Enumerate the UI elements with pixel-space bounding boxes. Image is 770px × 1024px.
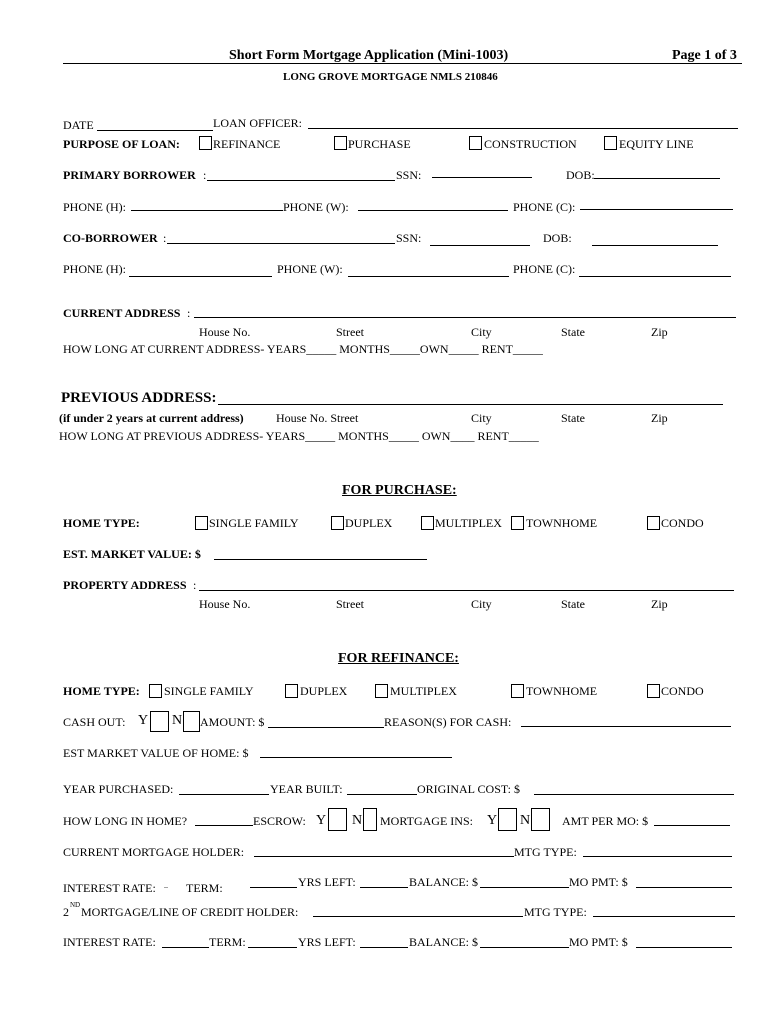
previous-how-long[interactable]: HOW LONG AT PREVIOUS ADDRESS- YEARS_____ MONTHS_____ OWN____ RENT_____: [59, 429, 539, 443]
mi-y-label: Y: [487, 813, 498, 828]
original-cost-field[interactable]: [534, 794, 734, 795]
previous-address-field[interactable]: [218, 404, 723, 405]
second-mortgage-number: 2: [63, 905, 69, 919]
header-rule: [63, 63, 742, 64]
phone-work-label: PHONE (W):: [283, 200, 349, 214]
construction-option: CONSTRUCTION: [484, 137, 577, 151]
page-number: Page 1 of 3: [672, 48, 737, 63]
previous-address-note: (if under 2 years at current address): [59, 411, 244, 425]
balance-field[interactable]: [480, 887, 569, 888]
yrs-left-label: YRS LEFT:: [298, 875, 356, 889]
co-borrower-colon: :: [163, 231, 167, 245]
property-address-field[interactable]: [199, 590, 734, 591]
property-house-no-caption: House No.: [199, 597, 251, 611]
equity-line-checkbox[interactable]: [604, 136, 617, 150]
year-purchased-field[interactable]: [179, 794, 269, 795]
purchase-townhome-checkbox[interactable]: [511, 516, 524, 530]
interest-rate-marker: ..: [164, 881, 168, 890]
co-borrower-label: CO-BORROWER: [63, 231, 158, 245]
co-borrower-field[interactable]: [167, 243, 395, 244]
co-phone-home-field[interactable]: [129, 276, 272, 277]
phone-home-label: PHONE (H):: [63, 200, 126, 214]
escrow-y-label: Y: [316, 813, 327, 828]
current-holder-field[interactable]: [254, 856, 514, 857]
how-long-home-field[interactable]: [195, 825, 253, 826]
cash-out-n-label: N: [172, 713, 183, 728]
purchase-option: PURCHASE: [348, 137, 411, 151]
previous-zip-caption: Zip: [651, 411, 668, 425]
cash-out-y-checkbox[interactable]: [150, 711, 169, 732]
purchase-checkbox[interactable]: [334, 136, 347, 150]
ssn-label: SSN:: [396, 168, 422, 182]
amt-per-mo-label: AMT PER MO: $: [562, 814, 649, 828]
amount-label: AMOUNT: $: [200, 715, 265, 729]
mo-pmt-field[interactable]: [636, 887, 732, 888]
refi-townhome: TOWNHOME: [526, 684, 598, 698]
refi-duplex: DUPLEX: [300, 684, 348, 698]
purchase-single-family-checkbox[interactable]: [195, 516, 208, 530]
purchase-condo-checkbox[interactable]: [647, 516, 660, 530]
yrs-left-field[interactable]: [360, 887, 408, 888]
mo-pmt2-field[interactable]: [636, 947, 732, 948]
second-mortgage-suffix: ND: [70, 901, 81, 909]
refi-condo: CONDO: [661, 684, 704, 698]
dob-label: DOB:: [566, 168, 595, 182]
purchase-duplex-checkbox[interactable]: [331, 516, 344, 530]
balance2-field[interactable]: [480, 947, 569, 948]
co-phone-home-label: PHONE (H):: [63, 262, 126, 276]
refi-townhome-checkbox[interactable]: [511, 684, 524, 698]
property-address-label: PROPERTY ADDRESS: [63, 578, 187, 592]
reasons-field[interactable]: [521, 726, 731, 727]
est-market-value-field[interactable]: [214, 559, 427, 560]
co-phone-work-field[interactable]: [348, 276, 509, 277]
mtg-type2-label: MTG TYPE:: [524, 905, 587, 919]
refi-single-family: SINGLE FAMILY: [164, 684, 254, 698]
term-label: TERM:: [186, 881, 223, 895]
interest-rate2-label: INTEREST RATE:: [63, 935, 156, 949]
current-house-no-caption: House No.: [199, 325, 251, 339]
original-cost-label: ORIGINAL COST: $: [417, 782, 520, 796]
phone-work-field[interactable]: [358, 210, 508, 211]
escrow-n-label: N: [352, 813, 363, 828]
purpose-label: PURPOSE OF LOAN:: [63, 137, 180, 151]
purchase-heading: FOR PURCHASE:: [342, 483, 457, 498]
balance2-label: BALANCE: $: [409, 935, 478, 949]
ssn-field[interactable]: [432, 177, 532, 178]
refinance-option: REFINANCE: [213, 137, 281, 151]
refi-multiplex-checkbox[interactable]: [375, 684, 388, 698]
mtg-type-field[interactable]: [583, 856, 732, 857]
second-holder-field[interactable]: [313, 916, 523, 917]
mortgage-ins-label: MORTGAGE INS:: [380, 814, 473, 828]
refi-duplex-checkbox[interactable]: [285, 684, 298, 698]
term2-label: TERM:: [209, 935, 246, 949]
mtg-type-label: MTG TYPE:: [514, 845, 577, 859]
current-address-field[interactable]: [194, 317, 736, 318]
equity-line-option: EQUITY LINE: [619, 137, 694, 151]
purchase-single-family: SINGLE FAMILY: [209, 516, 299, 530]
refi-home-type-label: HOME TYPE:: [63, 684, 140, 698]
purchase-multiplex-checkbox[interactable]: [421, 516, 434, 530]
property-street-caption: Street: [336, 597, 364, 611]
construction-checkbox[interactable]: [469, 136, 482, 150]
year-purchased-label: YEAR PURCHASED:: [63, 782, 174, 796]
co-dob-field[interactable]: [592, 245, 718, 246]
primary-borrower-colon: :: [203, 168, 207, 182]
phone-cell-label: PHONE (C):: [513, 200, 576, 214]
primary-borrower-field[interactable]: [207, 180, 395, 181]
est-market-value-label: EST. MARKET VALUE: $: [63, 547, 201, 561]
second-holder-label: MORTGAGE/LINE OF CREDIT HOLDER:: [81, 905, 299, 919]
est-market-home-label: EST MARKET VALUE OF HOME: $: [63, 746, 249, 760]
date-field[interactable]: [97, 130, 213, 131]
escrow-y-checkbox[interactable]: [328, 808, 347, 831]
purchase-townhome: TOWNHOME: [526, 516, 598, 530]
property-state-caption: State: [561, 597, 585, 611]
dob-field[interactable]: [594, 178, 720, 179]
current-state-caption: State: [561, 325, 585, 339]
current-street-caption: Street: [336, 325, 364, 339]
refi-condo-checkbox[interactable]: [647, 684, 660, 698]
mi-y-checkbox[interactable]: [498, 808, 517, 831]
mi-n-checkbox[interactable]: [531, 808, 550, 831]
term-field[interactable]: [250, 887, 297, 888]
interest-rate2-field[interactable]: [162, 947, 209, 948]
refinance-heading: FOR REFINANCE:: [338, 651, 459, 666]
how-long-home-label: HOW LONG IN HOME?: [63, 814, 188, 828]
loan-officer-field[interactable]: [308, 128, 738, 129]
company-line: LONG GROVE MORTGAGE NMLS 210846: [283, 71, 498, 83]
purchase-duplex: DUPLEX: [345, 516, 393, 530]
escrow-label: ESCROW:: [253, 814, 306, 828]
mo-pmt-label: MO PMT: $: [569, 875, 628, 889]
mtg-type2-field[interactable]: [593, 916, 735, 917]
est-market-home-field[interactable]: [260, 757, 452, 758]
purchase-multiplex: MULTIPLEX: [435, 516, 502, 530]
mi-n-label: N: [520, 813, 531, 828]
previous-city-caption: City: [471, 411, 492, 425]
current-zip-caption: Zip: [651, 325, 668, 339]
previous-house-street-caption: House No. Street: [276, 411, 359, 425]
refi-single-family-checkbox[interactable]: [149, 684, 162, 698]
cash-out-y-label: Y: [138, 713, 149, 728]
current-how-long[interactable]: HOW LONG AT CURRENT ADDRESS- YEARS_____ MONTHS_____OWN_____ RENT_____: [63, 342, 543, 356]
property-zip-caption: Zip: [651, 597, 668, 611]
previous-address-label: PREVIOUS ADDRESS:: [61, 390, 217, 406]
cash-out-n-checkbox[interactable]: [183, 711, 200, 732]
primary-borrower-label: PRIMARY BORROWER: [63, 168, 196, 182]
property-address-colon: :: [193, 578, 197, 592]
co-phone-cell-field[interactable]: [579, 276, 731, 277]
mo-pmt2-label: MO PMT: $: [569, 935, 628, 949]
year-built-label: YEAR BUILT:: [270, 782, 343, 796]
refi-multiplex: MULTIPLEX: [390, 684, 457, 698]
yrs-left2-field[interactable]: [360, 947, 408, 948]
phone-home-field[interactable]: [131, 210, 283, 211]
current-city-caption: City: [471, 325, 492, 339]
previous-state-caption: State: [561, 411, 585, 425]
current-holder-label: CURRENT MORTGAGE HOLDER:: [63, 845, 245, 859]
co-phone-work-label: PHONE (W):: [277, 262, 343, 276]
year-built-field[interactable]: [347, 794, 417, 795]
co-ssn-field[interactable]: [430, 245, 530, 246]
balance-label: BALANCE: $: [409, 875, 478, 889]
escrow-n-checkbox[interactable]: [363, 808, 377, 831]
current-address-colon: :: [187, 306, 191, 320]
co-ssn-label: SSN:: [396, 231, 422, 245]
yrs-left2-label: YRS LEFT:: [298, 935, 356, 949]
co-dob-label: DOB:: [543, 231, 572, 245]
co-phone-cell-label: PHONE (C):: [513, 262, 576, 276]
reasons-label: REASON(S) FOR CASH:: [384, 715, 512, 729]
loan-officer-label: LOAN OFFICER:: [213, 116, 303, 130]
refinance-checkbox[interactable]: [199, 136, 212, 150]
current-address-label: CURRENT ADDRESS: [63, 306, 181, 320]
purchase-home-type-label: HOME TYPE:: [63, 516, 140, 530]
interest-rate-label: INTEREST RATE:: [63, 881, 156, 895]
form-title: Short Form Mortgage Application (Mini-1003): [229, 48, 509, 63]
purchase-condo: CONDO: [661, 516, 704, 530]
amt-per-mo-field[interactable]: [654, 825, 730, 826]
phone-cell-field[interactable]: [580, 209, 733, 210]
cash-out-label: CASH OUT:: [63, 715, 126, 729]
date-label: DATE: [63, 118, 94, 132]
amount-field[interactable]: [268, 727, 384, 728]
term2-field[interactable]: [248, 947, 297, 948]
property-city-caption: City: [471, 597, 492, 611]
